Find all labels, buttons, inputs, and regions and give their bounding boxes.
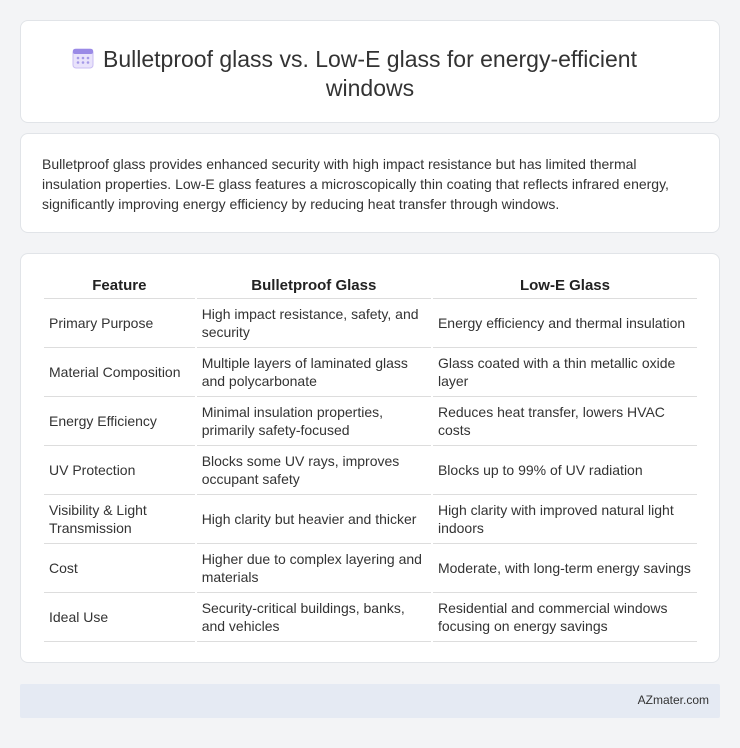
title-card <box>20 20 720 123</box>
low-e-cell: Moderate, with long-term energy savings <box>433 544 697 593</box>
feature-cell: Primary Purpose <box>44 299 195 348</box>
low-e-cell: Energy efficiency and thermal insulation <box>433 299 697 348</box>
table-header-row <box>44 273 697 299</box>
feature-cell: Visibility & Light Transmission <box>44 495 195 544</box>
table-row <box>44 593 697 642</box>
comparison-table <box>42 273 699 642</box>
feature-cell: Energy Efficiency <box>44 397 195 446</box>
footer-bar <box>20 684 720 718</box>
table-row <box>44 446 697 495</box>
low-e-cell: Residential and commercial windows focusing on energy savings <box>433 593 697 642</box>
bulletproof-cell: Higher due to complex layering and materials <box>197 544 431 593</box>
header-low-e-glass: Low-E Glass <box>433 273 697 299</box>
table-row <box>44 544 697 593</box>
table-row <box>44 495 697 544</box>
feature-cell: Ideal Use <box>44 593 195 642</box>
feature-cell: UV Protection <box>44 446 195 495</box>
feature-cell: Material Composition <box>44 348 195 397</box>
header-feature: Feature <box>44 273 195 299</box>
table-row <box>44 299 697 348</box>
low-e-cell: Glass coated with a thin metallic oxide layer <box>433 348 697 397</box>
bulletproof-cell: High impact resistance, safety, and security <box>197 299 431 348</box>
bulletproof-cell: Multiple layers of laminated glass and polycarbonate <box>197 348 431 397</box>
bulletproof-cell: Blocks some UV rays, improves occupant safety <box>197 446 431 495</box>
description-text: Bulletproof glass provides enhanced security with high impact resistance but has limited thermal insulation properties. Low-E glass features a microscopically thin coating that reflects infrared energy, significantly improving energy efficiency by reducing heat transfer through windows. <box>42 156 669 212</box>
header-bulletproof-glass: Bulletproof Glass <box>197 273 431 299</box>
low-e-cell: High clarity with improved natural light indoors <box>433 495 697 544</box>
comparison-table-card <box>20 253 720 663</box>
bulletproof-cell: Minimal insulation properties, primarily safety-focused <box>197 397 431 446</box>
low-e-cell: Blocks up to 99% of UV radiation <box>433 446 697 495</box>
table-row <box>44 397 697 446</box>
low-e-cell: Reduces heat transfer, lowers HVAC costs <box>433 397 697 446</box>
table-row <box>44 348 697 397</box>
feature-cell: Cost <box>44 544 195 593</box>
bulletproof-cell: High clarity but heavier and thicker <box>197 495 431 544</box>
description-card <box>20 133 720 233</box>
page-title: Bulletproof glass vs. Low-E glass for energy-efficient windows <box>103 46 637 101</box>
bulletproof-cell: Security-critical buildings, banks, and vehicles <box>197 593 431 642</box>
footer-brand-link[interactable]: AZmater.com <box>637 693 709 707</box>
